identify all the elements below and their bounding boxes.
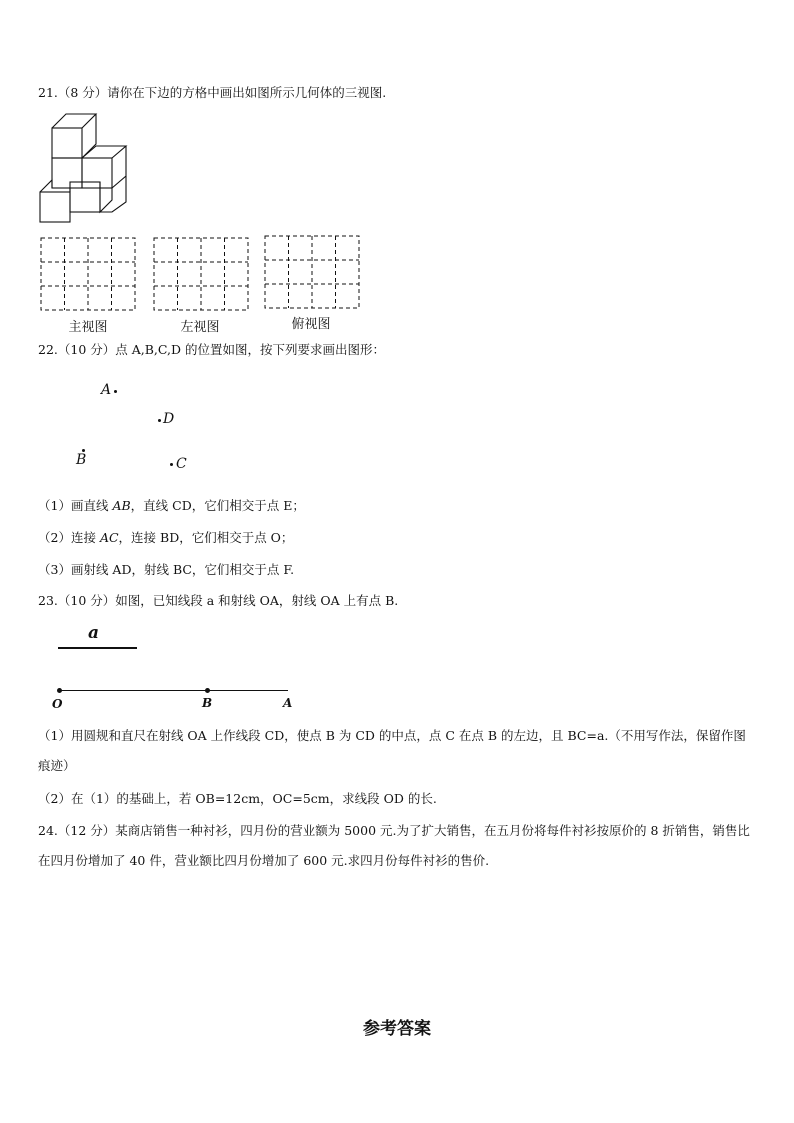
answer-section-title: 参考答案 — [363, 1019, 431, 1039]
point-a-dot — [114, 390, 117, 393]
cube-stack-figure — [38, 112, 130, 228]
q23-item-1: （1）用圆规和直尺在射线 OA 上作线段 CD，使点 B 为 CD 的中点，点 C 在点 B 的左边，且 BC=a.（不用写作法，保留作图痕迹） — [38, 728, 746, 773]
q24-text: 24.（12 分）某商店销售一种衬衫，四月份的营业额为 5000 元.为了扩大销售，在五月份将每件衬衫按原价的 8 折销售，销售比在四月份增加了 40 件，营业额比四月份增加了 600 元.求四月份每件衬衫的售价. — [38, 823, 750, 868]
label-front-view: 主视图 — [68, 320, 108, 335]
segment-a-label: a — [88, 623, 100, 643]
q23-text: 23.（10 分）如图，已知线段 a 和射线 OA，射线 OA 上有点 B. — [38, 593, 399, 608]
q22-item-1-c: ，直线 CD，它们相交于点 E； — [130, 498, 305, 513]
grid-top-view — [264, 235, 360, 309]
q22-item-1-a: （1）画直线 — [38, 498, 113, 513]
label-left-view: 左视图 — [180, 320, 220, 335]
point-d-dot — [158, 419, 161, 422]
q21-text: 21.（8 分）请你在下边的方格中画出如图所示几何体的三视图. — [38, 85, 387, 100]
ray-label-a: A — [283, 696, 293, 710]
point-c-dot — [170, 463, 173, 466]
q22-item-2-b: AC — [99, 530, 119, 545]
ray-label-b: B — [202, 696, 213, 710]
label-top-view: 俯视图 — [291, 317, 331, 332]
q22-item-2 — [38, 529, 293, 547]
q22-item-2-c: ，连接 BD，它们相交于点 O； — [118, 530, 294, 545]
q22-item-2-a: （2）连接 — [38, 530, 100, 545]
q22-item-1 — [38, 497, 305, 515]
q22-item-1-b: AB — [112, 498, 131, 513]
q22-text: 22.（10 分）点 A,B,C,D 的位置如图，按下列要求画出图形： — [38, 342, 385, 357]
q22-item-3: （3）画射线 AD，射线 BC，它们相交于点 F. — [38, 562, 295, 577]
point-a-label: A — [101, 382, 112, 398]
grid-front-view — [40, 237, 136, 311]
ray-oa — [59, 690, 288, 691]
grid-left-view — [153, 237, 249, 311]
ray-label-o: O — [52, 697, 63, 711]
point-d-label: D — [163, 411, 175, 427]
point-b-label: B — [76, 452, 87, 468]
point-o-dot — [57, 688, 62, 693]
point-b-ray-dot — [205, 688, 210, 693]
q23-item-2: （2）在（1）的基础上，若 OB=12cm，OC=5cm，求线段 OD 的长. — [38, 791, 437, 806]
segment-a — [58, 647, 137, 649]
point-c-label: C — [176, 456, 187, 472]
